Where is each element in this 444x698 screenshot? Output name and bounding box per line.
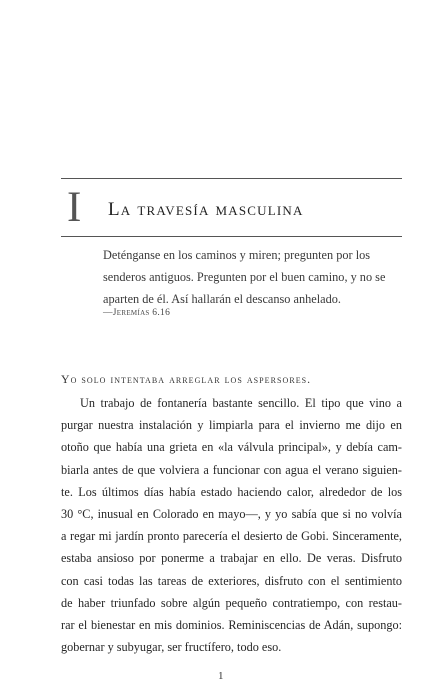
body-line: te. Los últimos días había estado haciendo calor, alrededor de los: [61, 484, 402, 499]
body-line: otoño que había una grieta en «la válvula principal», y debía cam-: [61, 440, 402, 455]
body-paragraph: [61, 392, 402, 658]
body-line: con casi todas las tareas de exteriores, disfruto con el sentimiento: [61, 573, 402, 588]
chapter-top-rule: [61, 178, 402, 179]
body-line: de haber triunfado sobre algún pequeño contratiempo, con restau-: [61, 595, 402, 610]
chapter-title: La travesía masculina: [108, 199, 304, 220]
body-line: biarla antes de que volviera a funcionar con agua el verano siguien-: [61, 462, 402, 477]
chapter-number: I: [67, 184, 82, 231]
body-line: a regar mi jardín pronto parecería el desierto de Gobi. Sinceramente,: [61, 529, 402, 544]
page-number: 1: [218, 670, 224, 682]
body-line: purgar nuestra instalación y limpiarla para el invierno me dijo en: [61, 418, 402, 433]
body-line: rar el bienestar en mis dominios. Reminiscencias de Adán, supongo:: [61, 618, 402, 633]
body-line: 30 °C, inusual en Colorado en mayo—, y yo sabía que si no volvía: [61, 507, 402, 522]
body-line: Un trabajo de fontanería bastante sencillo. El tipo que vino a: [80, 396, 402, 410]
epigraph-attribution: —Jeremías 6.16: [103, 308, 171, 318]
epigraph-line: Deténganse en los caminos y miren; pregunten por los: [103, 248, 371, 262]
epigraph: [103, 244, 403, 310]
epigraph-line: aparten de él. Así hallarán el descanso anhelado.: [103, 292, 341, 306]
chapter-bottom-rule: [61, 236, 402, 237]
body-line: gobernar y subyugar, ser fructífero, todo eso.: [61, 640, 282, 655]
opening-line: Yo solo intentaba arreglar los aspersores.: [61, 372, 312, 386]
body-line: estaba ansioso por ponerme a trabajar en ello. De veras. Disfruto: [61, 551, 402, 566]
epigraph-line: senderos antiguos. Pregunten por el buen camino, y no se: [103, 270, 386, 284]
